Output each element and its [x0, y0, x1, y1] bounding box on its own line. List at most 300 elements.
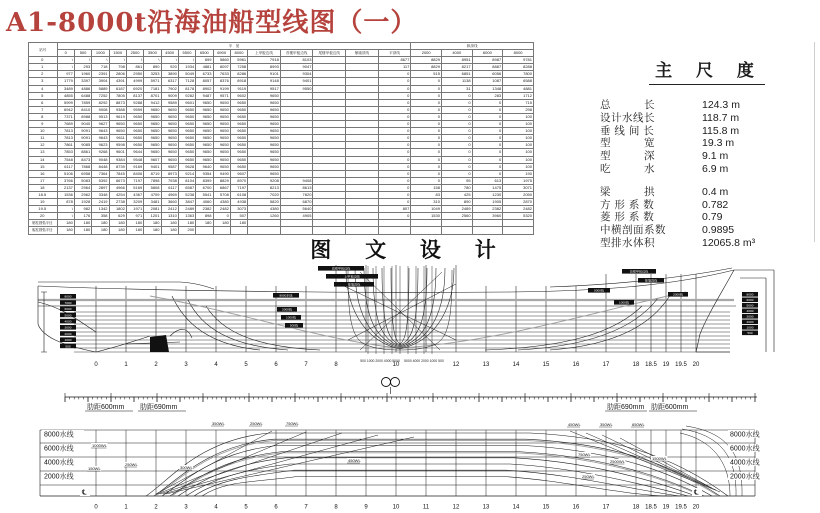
- offset-cell: 4938: [230, 199, 247, 206]
- dimension-value: 0.79: [702, 211, 723, 224]
- offset-cell: [313, 78, 346, 85]
- offset-cell: 5808: [144, 184, 161, 191]
- offset-cell: 8861: [74, 149, 91, 156]
- station-cell: 17: [29, 177, 58, 184]
- station-cell: 19.5: [29, 206, 58, 213]
- offset-cell: 0: [378, 199, 411, 206]
- table-row: [29, 92, 534, 99]
- frame-spacing-label: 肋距690mm: [140, 404, 178, 411]
- curve-label: 1000线: [286, 315, 296, 320]
- offset-cell: 180: [161, 220, 178, 227]
- offset-cell: [280, 106, 313, 113]
- waterline-band-label: 4000水线: [730, 459, 760, 467]
- dimension-label: 总 长: [600, 99, 655, 111]
- offset-cell: [346, 177, 379, 184]
- offset-cell: 7918: [248, 57, 281, 64]
- offset-cell: 629: [109, 213, 126, 220]
- offset-cell: 9643: [92, 128, 109, 135]
- offset-cell: 1348: [472, 85, 503, 92]
- offset-cell: 7689: [57, 121, 74, 128]
- dimension-row: [600, 150, 814, 163]
- offset-cell: 9598: [109, 142, 126, 149]
- offset-cell: 9384: [109, 156, 126, 163]
- offset-cell: 715: [503, 99, 534, 106]
- offset-cell: 0: [411, 78, 442, 85]
- principal-dimensions-panel: [600, 56, 814, 250]
- offset-cell: 9587: [161, 163, 178, 170]
- offset-cell: 9650: [248, 163, 281, 170]
- station-number: 18: [632, 504, 640, 511]
- offset-cell: 9650: [248, 135, 281, 142]
- offset-cell: 5889: [92, 85, 109, 92]
- table-row: [29, 156, 534, 163]
- offset-cell: \: [57, 57, 74, 64]
- offset-cell: 3481: [144, 199, 161, 206]
- offset-cell: [346, 57, 379, 64]
- offset-cell: 4881: [196, 64, 213, 71]
- offset-cell: [280, 128, 313, 135]
- offset-cell: 2964: [74, 184, 91, 191]
- offset-cell: 180: [57, 220, 74, 227]
- offset-cell: [346, 106, 379, 113]
- station-cell: 13: [29, 149, 58, 156]
- offset-cell: 8677: [378, 57, 411, 64]
- offset-cell: 9650: [126, 142, 143, 149]
- offset-cell: [313, 220, 346, 227]
- offset-cell: 9650: [161, 135, 178, 142]
- offset-cell: 0: [411, 99, 442, 106]
- offset-cell: [346, 78, 379, 85]
- offset-cell: 9650: [161, 149, 178, 156]
- offsets-table: [28, 42, 537, 233]
- offset-cell: 780: [441, 184, 472, 191]
- table-row: [29, 64, 534, 71]
- station-number: 19.5: [675, 362, 687, 368]
- offset-cell: 0: [378, 121, 411, 128]
- offset-cell: 9650: [196, 99, 213, 106]
- offset-cell: 9589: [161, 99, 178, 106]
- offset-cell: 0: [378, 92, 411, 99]
- offset-cell: 0: [378, 191, 411, 198]
- offset-cell: 0: [378, 71, 411, 78]
- offset-cell: [280, 220, 313, 227]
- offset-cell: 8613: [280, 184, 313, 191]
- offset-cell: 1975: [503, 177, 534, 184]
- waterline-curve-label: 350WL: [212, 421, 225, 426]
- offset-cell: 83: [411, 191, 442, 198]
- offset-cell: 8213: [248, 184, 281, 191]
- offset-cell: [346, 99, 379, 106]
- offset-cell: 9650: [196, 135, 213, 142]
- offset-cell: [346, 149, 379, 156]
- offset-cell: 8406: [126, 170, 143, 177]
- curve-label: 5000线: [594, 288, 604, 293]
- column-header: 8000: [230, 50, 247, 57]
- offset-cell: 3904: [92, 78, 109, 85]
- station-number: 12: [452, 362, 460, 368]
- offset-cell: 9650: [248, 149, 281, 156]
- offset-cell: 9650: [144, 142, 161, 149]
- waterline-curve: [202, 476, 672, 496]
- offset-cell: 9304: [280, 71, 313, 78]
- offset-cell: 9602: [230, 92, 247, 99]
- curve-label: 5000: [746, 303, 754, 308]
- offset-cell: 9627: [92, 121, 109, 128]
- offset-cell: 0: [472, 149, 503, 156]
- offset-cell: 5169: [126, 184, 143, 191]
- offset-cell: 180: [109, 227, 126, 234]
- dimension-label: 型 宽: [600, 137, 655, 150]
- curve-label: 6000: [746, 298, 754, 303]
- table-row: [29, 99, 534, 106]
- dimension-value: 6.9 m: [702, 162, 729, 175]
- offset-cell: 8973: [161, 170, 178, 177]
- offset-cell: [313, 163, 346, 170]
- offset-cell: 9550: [280, 85, 313, 92]
- station-number: 20: [692, 362, 700, 368]
- offset-cell: 0: [472, 135, 503, 142]
- offset-cell: [346, 191, 379, 198]
- table-row: [29, 177, 534, 184]
- offset-cell: 9650: [213, 99, 230, 106]
- offset-cell: 2806: [109, 71, 126, 78]
- curve-label: 4000: [746, 309, 754, 314]
- offset-cell: 0: [441, 99, 472, 106]
- offset-cell: 0: [411, 92, 442, 99]
- offset-cell: 9401: [144, 163, 161, 170]
- station-cell: 1: [29, 64, 58, 71]
- offset-cell: 9650: [196, 121, 213, 128]
- dimension-row: [600, 125, 814, 138]
- station-number: 11: [422, 504, 430, 511]
- dimension-label: 中横剖面系数: [600, 224, 666, 237]
- dimension-value: 118.7 m: [702, 111, 740, 124]
- offset-cell: 9650: [178, 135, 195, 142]
- offset-cell: 6587: [178, 184, 195, 191]
- offset-cell: 4905: [280, 213, 313, 220]
- offset-cell: 9650: [144, 149, 161, 156]
- offset-cell: 6867: [213, 184, 230, 191]
- offset-cell: 1260: [248, 213, 281, 220]
- station-number: 19: [662, 362, 670, 368]
- offset-cell: [472, 227, 503, 234]
- station-number: 17: [602, 504, 610, 511]
- waterline-curve-label: 300WL: [180, 465, 193, 470]
- offset-cell: 2962: [74, 191, 91, 198]
- offset-cell: 100: [503, 149, 534, 156]
- offset-cell: 7845: [109, 170, 126, 177]
- station-number: 10: [392, 504, 400, 511]
- curve-label: 3000: [64, 325, 72, 330]
- offset-cell: 9650: [144, 113, 161, 120]
- offset-cell: 9623: [92, 142, 109, 149]
- column-header: 5500: [178, 50, 195, 57]
- table-row: [29, 128, 534, 135]
- offset-cell: 3209: [126, 199, 143, 206]
- offset-cell: 3960: [472, 213, 503, 220]
- offset-cell: 2950: [126, 71, 143, 78]
- page-title: A1-8000t沿海油船型线图（一）: [6, 8, 418, 38]
- table-row: [29, 135, 534, 142]
- offset-cell: [230, 227, 247, 234]
- column-header: 4500: [161, 50, 178, 57]
- offset-cell: 9040: [74, 121, 91, 128]
- offset-cell: [313, 121, 346, 128]
- column-header: 平剖线: [378, 50, 411, 57]
- offset-cell: 180: [92, 227, 109, 234]
- offset-cell: [313, 113, 346, 120]
- station-number: 2: [154, 504, 158, 511]
- offset-cell: 9650: [230, 113, 247, 120]
- column-header: 8000: [503, 50, 534, 57]
- curve-label: 舷墙顶线: [644, 278, 658, 283]
- offset-cell: 9650: [178, 156, 195, 163]
- offset-cell: 5106: [57, 170, 74, 177]
- offset-cell: 7859: [74, 99, 91, 106]
- dimension-label: 吃 水: [600, 162, 655, 175]
- offset-cell: 9650: [230, 156, 247, 163]
- offset-cell: 9490: [213, 170, 230, 177]
- offset-cell: 9650: [213, 163, 230, 170]
- offset-cell: 8887: [472, 64, 503, 71]
- offset-cell: [472, 220, 503, 227]
- offset-cell: 180: [126, 227, 143, 234]
- offset-cell: 9650: [196, 128, 213, 135]
- station-number: 16: [572, 362, 580, 368]
- offset-cell: 8951: [441, 57, 472, 64]
- offset-cell: 2137: [57, 184, 74, 191]
- offset-cell: 9650: [126, 121, 143, 128]
- station-number: 6: [274, 504, 278, 511]
- offset-cell: 9650: [248, 142, 281, 149]
- offset-cell: 0: [378, 149, 411, 156]
- offset-cell: 2391: [92, 71, 109, 78]
- station-number: 19.5: [675, 504, 687, 511]
- offset-cell: 9650: [126, 135, 143, 142]
- station-cell: 11: [29, 135, 58, 142]
- offset-cell: [313, 177, 346, 184]
- curve-label: 3000: [746, 314, 754, 319]
- offset-cell: 180: [161, 227, 178, 234]
- dimension-value: 12065.8 m³: [702, 236, 756, 249]
- offset-cell: [346, 170, 379, 177]
- column-header: 上甲板边线: [248, 50, 281, 57]
- offset-cell: 176: [74, 213, 91, 220]
- offset-cell: 9650: [230, 121, 247, 128]
- offset-cell: 8097: [213, 64, 230, 71]
- offset-cell: 861: [126, 64, 143, 71]
- corner-header: 站号: [29, 43, 58, 57]
- offset-cell: 6700: [196, 184, 213, 191]
- offset-cell: 8970: [230, 177, 247, 184]
- offset-cell: 9571: [213, 92, 230, 99]
- offset-cell: 7258: [230, 64, 247, 71]
- offset-cell: 0: [472, 156, 503, 163]
- curve-label: 上甲板边线: [344, 274, 360, 279]
- waterline-band-label: 4000水线: [44, 459, 74, 467]
- station-cell: 15: [29, 163, 58, 170]
- offset-cell: 4254: [109, 191, 126, 198]
- offset-cell: 9085: [74, 142, 91, 149]
- offset-cell: 9650: [248, 170, 281, 177]
- offset-cell: 8399: [196, 177, 213, 184]
- offset-cell: 0: [378, 85, 411, 92]
- offset-cell: 5238: [178, 191, 195, 198]
- station-cell: 10: [29, 128, 58, 135]
- waterline-curve-label: 1000WL: [92, 443, 107, 448]
- station-number: 1: [124, 362, 128, 368]
- offset-cell: 7898: [144, 177, 161, 184]
- offset-cell: 180: [144, 227, 161, 234]
- offset-cell: 9650: [196, 113, 213, 120]
- offset-cell: 7548: [57, 156, 74, 163]
- offset-cell: 9628: [178, 163, 195, 170]
- offset-cell: 5640: [280, 206, 313, 213]
- offset-cell: 9101: [248, 71, 281, 78]
- offset-cell: 6117: [57, 163, 74, 170]
- offset-cell: [346, 206, 379, 213]
- offset-cell: 0: [441, 142, 472, 149]
- offset-cell: 8178: [178, 85, 195, 92]
- offset-cell: 9214: [178, 170, 195, 177]
- offset-cell: 9650: [161, 106, 178, 113]
- offset-cell: 898: [196, 213, 213, 220]
- curve-label: 8000水线: [279, 293, 293, 298]
- offset-cell: 9412: [144, 99, 161, 106]
- offset-cell: 0: [411, 85, 442, 92]
- offset-cell: 9650: [109, 128, 126, 135]
- dimension-value: 0.782: [702, 198, 729, 211]
- offset-cell: 310: [411, 199, 442, 206]
- offset-cell: 9650: [178, 142, 195, 149]
- offset-cell: [346, 184, 379, 191]
- waterline-curve: [146, 433, 728, 496]
- offset-cell: 2081: [144, 206, 161, 213]
- offset-cell: [313, 57, 346, 64]
- offset-cell: 2412: [161, 206, 178, 213]
- offset-cell: 6673: [109, 177, 126, 184]
- offset-cell: 2738: [109, 199, 126, 206]
- offset-cell: 9611: [109, 135, 126, 142]
- offset-cell: 31: [441, 85, 472, 92]
- offset-cell: 9650: [126, 113, 143, 120]
- offset-cell: 9650: [161, 142, 178, 149]
- offset-cell: 0: [411, 106, 442, 113]
- dimension-label: 方 形 系 数: [600, 198, 655, 211]
- offset-cell: 8376: [213, 78, 230, 85]
- curve-label: 1000线: [619, 300, 629, 305]
- offset-cell: 180: [74, 220, 91, 227]
- offset-cell: 890: [144, 64, 161, 71]
- station-number: 3: [184, 504, 188, 511]
- offset-cell: 8057: [196, 78, 213, 85]
- offset-cell: 6056: [472, 71, 503, 78]
- offset-cell: [248, 227, 281, 234]
- station-cell: 12: [29, 142, 58, 149]
- offset-cell: 6488: [74, 92, 91, 99]
- offset-cell: [346, 128, 379, 135]
- offset-cell: 9354: [196, 170, 213, 177]
- offset-cell: 1712: [503, 92, 534, 99]
- offset-cell: 4391: [109, 78, 126, 85]
- offset-cell: [346, 213, 379, 220]
- offset-cell: 9643: [92, 135, 109, 142]
- profile-view-drawing: [30, 262, 820, 376]
- dimension-value: 0.4 m: [702, 185, 729, 198]
- offset-cell: 0: [378, 163, 411, 170]
- offsets-table-grid: [28, 42, 534, 235]
- column-header: 6000: [472, 50, 503, 57]
- offset-cell: 2382: [472, 206, 503, 213]
- offset-cell: 0: [378, 99, 411, 106]
- offset-cell: 4881: [503, 85, 534, 92]
- hull-curve: [696, 270, 734, 352]
- frame-spacing-ruler: [30, 372, 820, 418]
- offset-cell: 8873: [109, 99, 126, 106]
- station-cell: 艉柱圆弧半径: [29, 227, 58, 234]
- curve-label: 8000: [64, 294, 72, 299]
- curve-label: 1000: [746, 325, 754, 330]
- waterline-band-label: 8000水线: [44, 431, 74, 439]
- offset-cell: 0: [378, 113, 411, 120]
- waterline-band-label: 8000水线: [730, 431, 760, 439]
- offset-cell: 8286: [230, 71, 247, 78]
- frame-spacing-label: 肋距690mm: [607, 404, 645, 411]
- offset-cell: 2489: [441, 206, 472, 213]
- offset-cell: 9008: [92, 106, 109, 113]
- table-row: [29, 213, 534, 220]
- offset-cell: [411, 220, 442, 227]
- offset-cell: 9607: [230, 170, 247, 177]
- dimension-label: 型排水体积: [600, 236, 655, 249]
- station-cell: 18: [29, 184, 58, 191]
- offset-cell: 9148: [248, 78, 281, 85]
- offset-cell: 0: [472, 128, 503, 135]
- ruler-ticks: [65, 393, 757, 402]
- offset-cell: 180: [92, 220, 109, 227]
- offset-cell: [411, 227, 442, 234]
- curve-label: 2000: [64, 331, 72, 336]
- offset-cell: 0: [441, 163, 472, 170]
- column-header: 舷墙顶线: [346, 50, 379, 57]
- dimension-label: 菱 形 系 数: [600, 211, 655, 224]
- offset-cell: 920: [161, 64, 178, 71]
- offset-cell: 6187: [109, 85, 126, 92]
- offset-cell: 9650: [196, 156, 213, 163]
- offset-cell: [441, 220, 472, 227]
- dimension-row: [600, 112, 814, 125]
- offset-cell: 9548: [126, 156, 143, 163]
- curve-label: 8000: [746, 292, 754, 297]
- dimension-value: 0.9895: [702, 224, 735, 237]
- offset-cell: 425: [441, 191, 472, 198]
- offset-cell: 890: [441, 199, 472, 206]
- offset-cell: 100: [503, 163, 534, 170]
- offset-cell: 6588: [503, 78, 534, 85]
- offset-cell: 5320: [503, 213, 534, 220]
- offset-cell: 7364: [92, 170, 109, 177]
- offset-cell: 9047: [280, 64, 313, 71]
- offset-cell: 180: [196, 220, 213, 227]
- offset-cell: 298: [503, 106, 534, 113]
- offset-cell: 9640: [196, 163, 213, 170]
- dimension-row: [600, 163, 814, 176]
- dimension-label: 梁 拱: [600, 185, 655, 198]
- station-cell: 7: [29, 106, 58, 113]
- offset-cell: [280, 149, 313, 156]
- offset-cell: 4380: [213, 199, 230, 206]
- offset-cell: 3489: [57, 85, 74, 92]
